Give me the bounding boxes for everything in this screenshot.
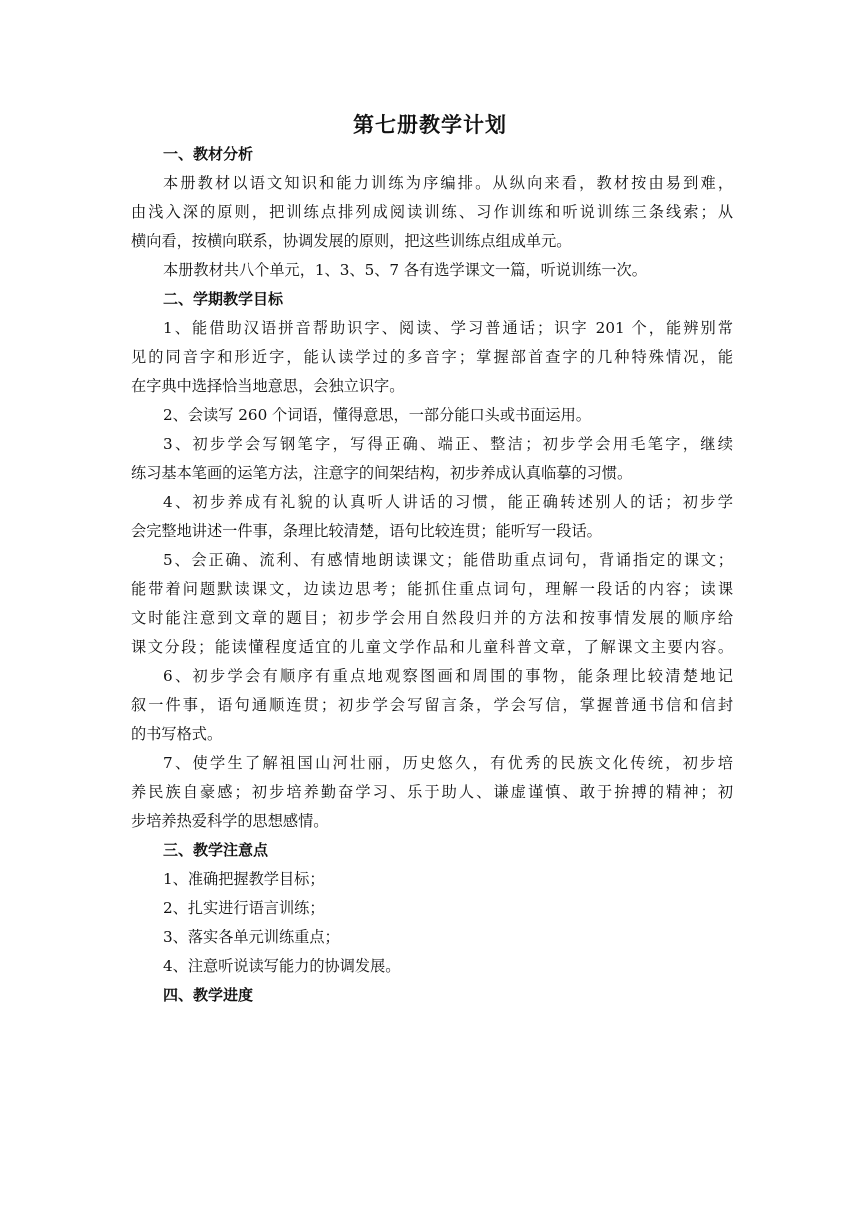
goal-line: 2、会读写 260 个词语，懂得意思，一部分能口头或书面运用。 <box>163 406 591 424</box>
goal-line: 在字典中选择恰当地意思，会独立识字。 <box>131 377 405 395</box>
goal-line: 3、初步学会写钢笔字，写得正确、端正、整洁；初步学会用毛笔字，继续 <box>163 435 733 453</box>
goal-line: 课文分段；能读懂程度适宜的儿童文学作品和儿童科普文章，了解课文主要内容。 <box>131 638 733 656</box>
goal-line: 养民族自豪感；初步培养勤奋学习、乐于助人、谦虚谨慎、敢于拚搏的精神；初 <box>131 783 733 801</box>
goal-line: 4、初步养成有礼貌的认真听人讲话的习惯，能正确转述别人的话；初步学 <box>163 493 733 511</box>
section-heading-teaching-notes: 三、教学注意点 <box>163 841 269 859</box>
goal-line: 能带着问题默读课文，边读边思考；能抓住重点词句，理解一段话的内容；读课 <box>131 580 733 598</box>
note-item: 1、准确把握教学目标； <box>163 870 325 888</box>
note-item: 3、落实各单元训练重点； <box>163 928 340 946</box>
goal-line: 的书写格式。 <box>131 725 223 743</box>
paragraph-line: 横向看，按横向联系，协调发展的原则，把这些训练点组成单元。 <box>131 232 572 250</box>
goal-line: 5、会正确、流利、有感情地朗读课文；能借助重点词句，背诵指定的课文； <box>163 551 733 569</box>
section-heading-semester-goals: 二、学期教学目标 <box>163 290 284 308</box>
goal-line: 6、初步学会有顺序有重点地观察图画和周围的事物，能条理比较清楚地记 <box>163 667 733 685</box>
goal-line: 1、能借助汉语拼音帮助识字、阅读、学习普通话；识字 201 个，能辨别常 <box>163 319 733 337</box>
goal-line: 步培养热爱科学的思想感情。 <box>131 812 329 830</box>
paragraph-line: 由浅入深的原则，把训练点排列成阅读训练、习作训练和听说训练三条线索；从 <box>131 203 733 221</box>
section-heading-teaching-schedule: 四、教学进度 <box>163 986 254 1004</box>
goal-line: 文时能注意到文章的题目；初步学会用自然段归并的方法和按事情发展的顺序给 <box>131 609 733 627</box>
paragraph-line: 本册教材共八个单元，1、3、5、7 各有选学课文一篇，听说训练一次。 <box>163 261 647 279</box>
note-item: 2、扎实进行语言训练； <box>163 899 325 917</box>
note-item: 4、注意听说读写能力的协调发展。 <box>163 957 401 975</box>
goal-line: 7、使学生了解祖国山河壮丽，历史悠久，有优秀的民族文化传统，初步培 <box>163 754 733 772</box>
section-heading-textbook-analysis: 一、教材分析 <box>163 145 254 163</box>
paragraph-line: 本册教材以语文知识和能力训练为序编排。从纵向来看，教材按由易到难， <box>163 174 733 192</box>
goal-line: 会完整地讲述一件事，条理比较清楚，语句比较连贯；能听写一段话。 <box>131 522 602 540</box>
goal-line: 叙一件事，语句通顺连贯；初步学会写留言条，学会写信，掌握普通书信和信封 <box>131 696 733 714</box>
document-body <box>131 140 733 1010</box>
goal-line: 练习基本笔画的运笔方法，注意字的间架结构，初步养成认真临摹的习惯。 <box>131 464 633 482</box>
document-title: 第七册教学计划 <box>353 113 507 137</box>
goal-line: 见的同音字和形近字，能认读学过的多音字；掌握部首查字的几种特殊情况，能 <box>131 348 733 366</box>
